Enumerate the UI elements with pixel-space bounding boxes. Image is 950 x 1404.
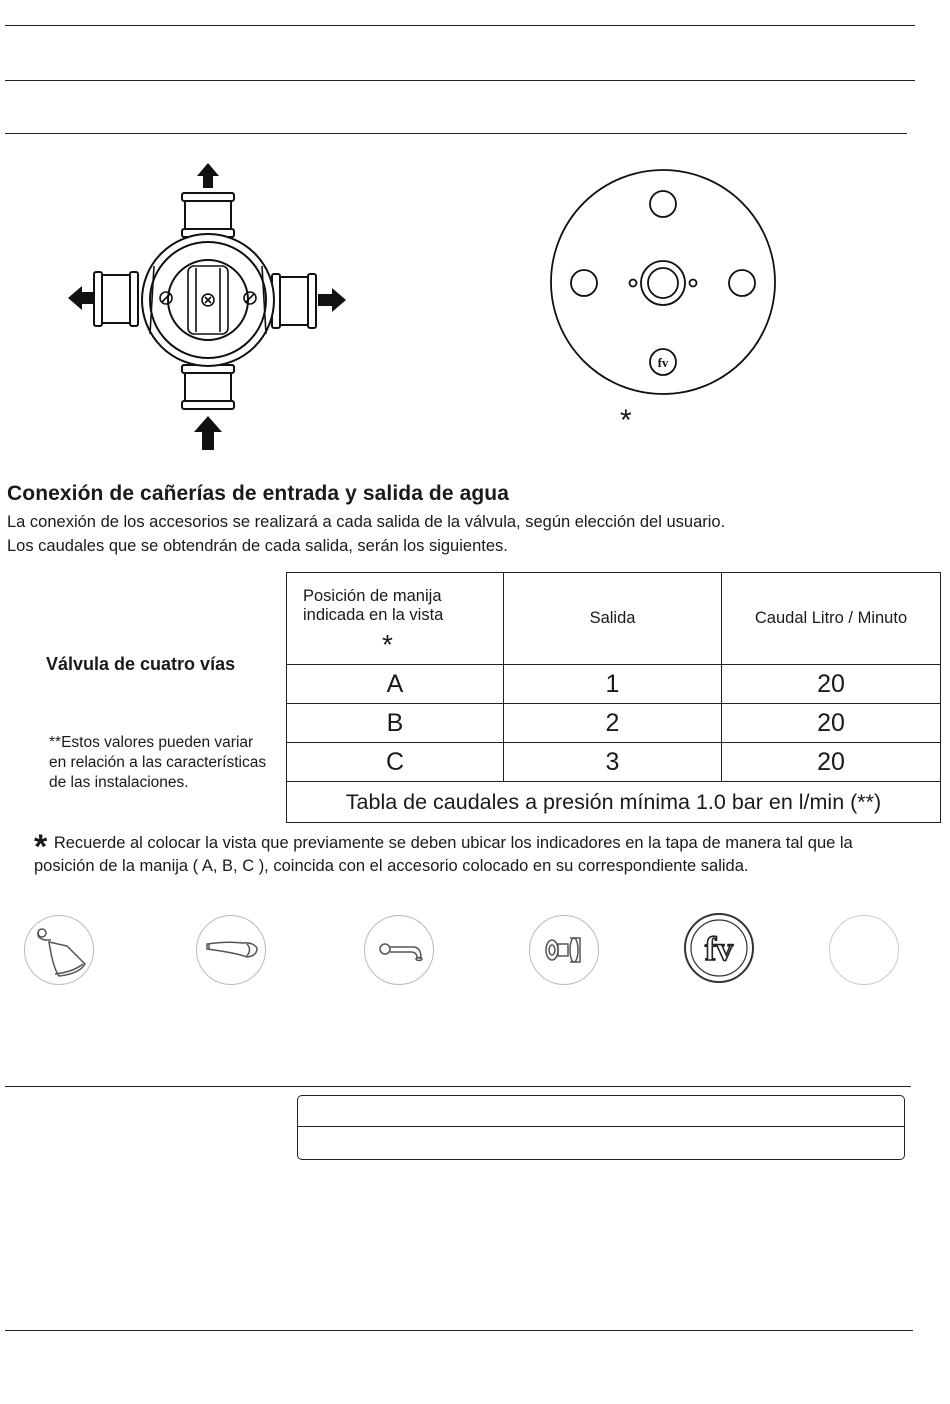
arrow-up-in [194,416,222,450]
table-caption-row [287,782,941,823]
reminder-star: * [34,828,48,866]
four-way-valve-diagram [60,160,360,460]
header-salida: Salida [504,573,722,665]
table-row [287,743,941,782]
reminder-text: Recuerde al colocar la vista que previamente se deben ubicar los indicadores en la tapa de manera tal que la posición de la manija ( A, B, C ), coincida con el accesorio colocado en su correspondiente salida. [34,834,853,875]
cover-logo-text: fv [657,355,669,370]
valve-label: Válvula de cuatro vías [46,654,236,674]
cell-salida: 3 [504,743,722,782]
lower-rule [5,1086,911,1087]
arrow-right-out [318,288,346,312]
table-row [287,665,941,704]
intro-line-2: Los caudales que se obtendrán de cada salida, serán los siguientes. [7,537,508,555]
cell-salida: 1 [504,665,722,704]
flow-table [286,572,941,823]
cell-position: A [287,665,504,704]
cell-position: C [287,743,504,782]
blank-icon [829,915,899,985]
cover-star: * [620,404,632,437]
fv-logo-icon [684,913,754,983]
top-rule-1 [5,25,915,26]
cell-caudal: 20 [722,704,941,743]
cell-caudal: 20 [722,743,941,782]
cell-caudal: 20 [722,665,941,704]
hand-shower-icon [196,915,266,985]
top-rule-2 [5,80,915,81]
cover-plate-diagram [542,168,782,408]
arrow-left-out [68,286,96,310]
cell-position: B [287,704,504,743]
table-row [287,704,941,743]
arrow-up-out [197,163,219,188]
values-note: **Estos valores pueden variar en relación a las características de las instalaciones. [49,734,267,791]
intro-line-1: La conexión de los accesorios se realizará a cada salida de la válvula, según elección del usuario. [7,513,726,531]
header-caudal: Caudal Litro / Minuto [722,573,941,665]
table-caption: Tabla de caudales a presión mínima 1.0 bar en l/min (**) [287,782,941,823]
reminder-paragraph [34,828,914,878]
header-position-label: Posición de manija indicada en la vista [303,587,444,624]
blank-field-divider [297,1126,905,1127]
fv-logo-text: fv [704,931,734,968]
spout-icon [364,915,434,985]
header-position [287,573,504,665]
blank-field-box [297,1095,905,1160]
cell-salida: 2 [504,704,722,743]
bottom-rule [5,1330,913,1331]
connector-icon [529,915,599,985]
section-title: Conexión de cañerías de entrada y salida de agua [7,482,509,505]
shower-head-icon [24,915,94,985]
table-header-row [287,573,941,665]
top-rule-3 [5,133,907,134]
header-star: * [382,629,393,660]
